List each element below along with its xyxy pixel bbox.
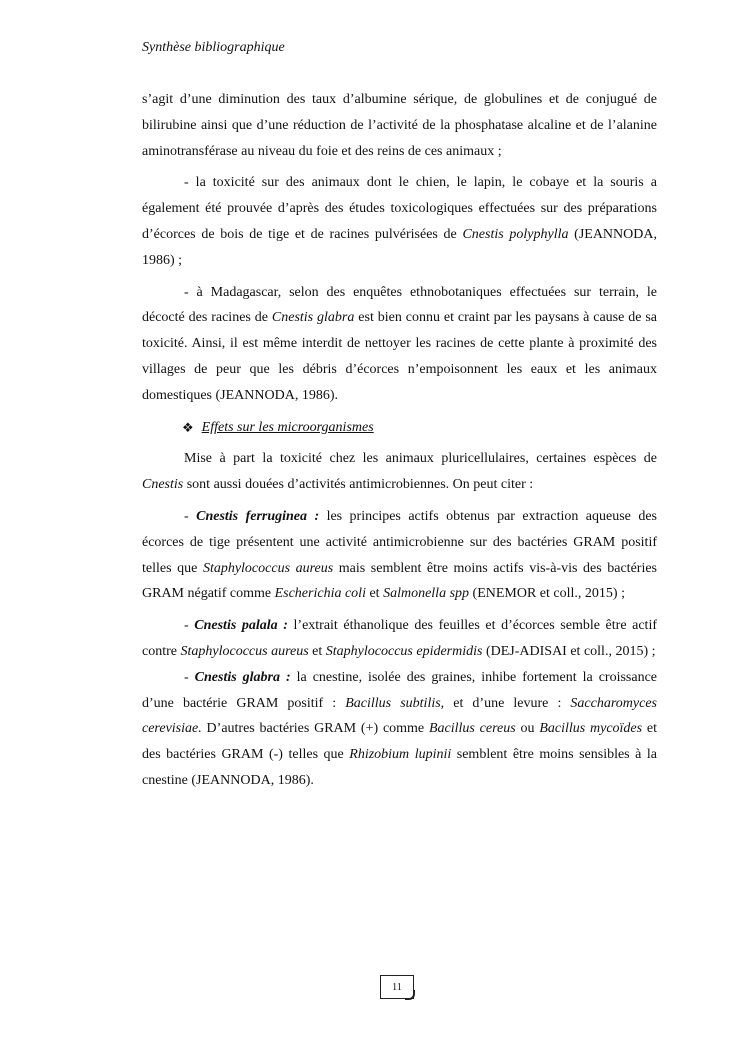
- paragraph-toxicity-continued: s’agit d’une diminution des taux d’albumine sérique, de globulines et de conjugué de bilirubine ainsi que d’une réduction de l’activité de la phosphatase alcaline et de l’alanine aminotransférase au niveau du foie et des reins de ces animaux ;: [142, 92, 657, 159]
- paragraph-intro-antimicrobial: Mise à part la toxicité chez les animaux pluricellulaires, certaines espèces de Cnestis sont aussi douées d’activités antimicrobiennes. On peut citer :: [142, 451, 657, 493]
- section-heading-microorganisms: [182, 415, 657, 441]
- running-header: Synthèse bibliographique: [142, 40, 285, 55]
- page-number-box: [380, 975, 414, 999]
- section-title: Effets sur les microorganismes: [201, 419, 374, 435]
- paragraph-cnestis-glabra: - Cnestis glabra : la cnestine, isolée des graines, inhibe fortement la croissance d’une bactérie GRAM positif : Bacillus subtilis, et d’une levure : Saccharomyces cerevisiae. D’autres bactéries GRAM (+) comme Bacillus cereus ou Bacillus mycoïdes et des bactéries GRAM (-) telles que Rhizobium lupinii semblent être moins sensibles à la cnestine (JEANNODA, 1986).: [142, 669, 658, 788]
- document-body: [142, 87, 657, 794]
- page-curl-icon: [405, 990, 415, 1000]
- diamond-bullet-icon: ❖: [182, 419, 194, 435]
- page-number: 11: [392, 982, 402, 993]
- paragraph-toxicity-animals: - la toxicité sur des animaux dont le chien, le lapin, le cobaye et la souris a également été prouvée d’après des études toxicologiques effectuées sur des préparations d’écorces de bois de tige et de racines pulvérisées de Cnestis polyphylla (JEANNODA, 1986) ;: [142, 175, 657, 268]
- paragraph-cnestis-ferruginea: - Cnestis ferruginea : les principes actifs obtenus par extraction aqueuse des écorces de tige présentent une activité antimicrobienne sur des bactéries GRAM positif telles que Staphylococcus aureus mais semblent être moins actifs vis-à-vis des bactéries GRAM négatif comme Escherichia coli et Salmonella spp (ENEMOR et coll., 2015) ;: [142, 508, 657, 602]
- paragraph-madagascar: - à Madagascar, selon des enquêtes ethnobotaniques effectuées sur terrain, le décocté des racines de Cnestis glabra est bien connu et craint par les paysans à cause de sa toxicité. Ainsi, il est même interdit de nettoyer les racines de cette plante à proximité des villages de peur que les débris d’écorces n’empoisonnent les eaux et les animaux domestiques (JEANNODA, 1986).: [142, 284, 658, 403]
- paragraph-cnestis-palala: - Cnestis palala : l’extrait éthanolique des feuilles et d’écorces semble être actif contre Staphylococcus aureus et Staphylococcus epidermidis (DEJ-ADISAI et coll., 2015) ;: [142, 618, 657, 659]
